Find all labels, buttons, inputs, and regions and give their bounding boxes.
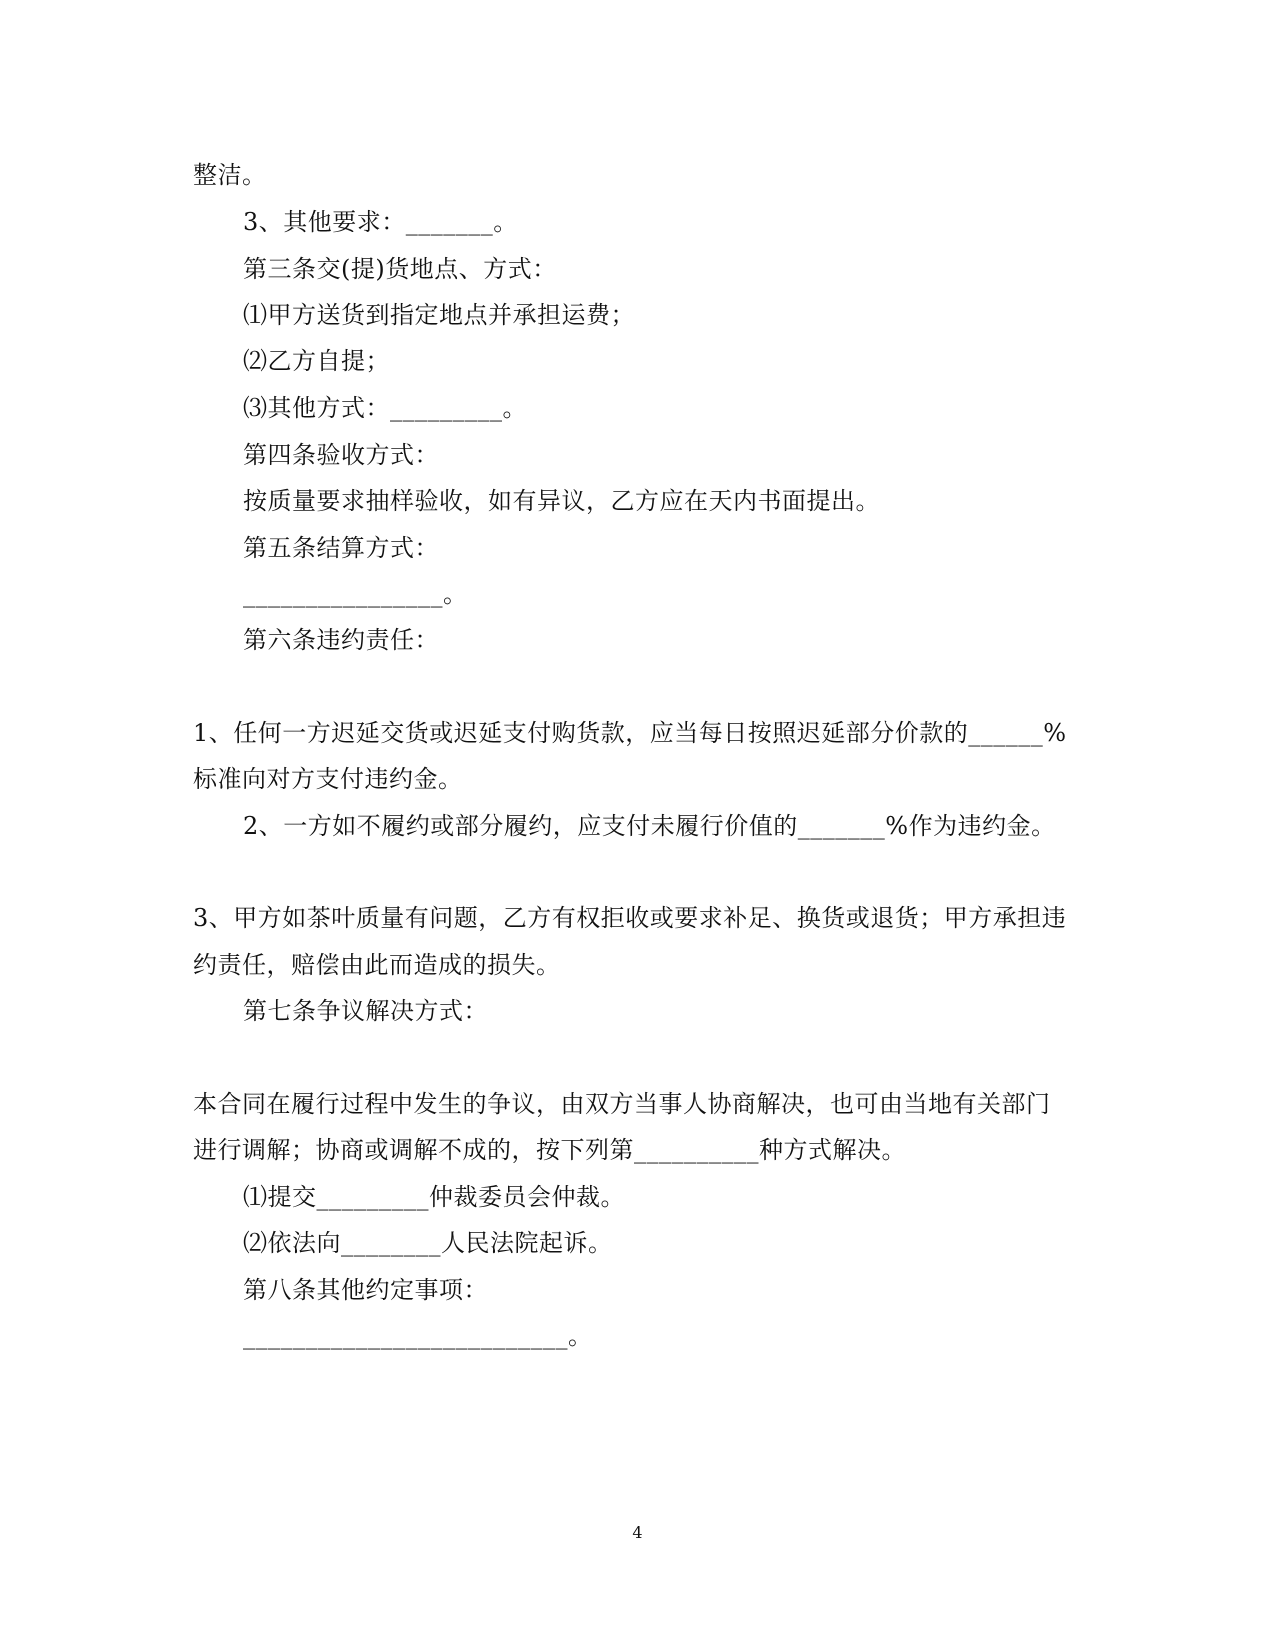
- text-line: 2、一方如不履约或部分履约，应支付未履行价值的_______%作为违约金。: [243, 812, 1056, 840]
- clause-heading: 第四条验收方式：: [243, 441, 439, 469]
- clause-heading: 第三条交(提)货地点、方式：: [243, 255, 557, 283]
- text-line: 1、任何一方迟延交货或迟延支付购货款，应当每日按照迟延部分价款的______%: [193, 719, 1067, 747]
- page-number: 4: [632, 1523, 643, 1542]
- text-line: 本合同在履行过程中发生的争议，由双方当事人协商解决，也可由当地有关部门: [193, 1090, 1051, 1118]
- text-line: 3、其他要求：_______。: [243, 208, 518, 236]
- text-line: ⑴甲方送货到指定地点并承担运费；: [243, 301, 635, 329]
- text-line: ⑵乙方自提；: [243, 347, 390, 375]
- clause-heading: 第八条其他约定事项：: [243, 1276, 488, 1304]
- clause-heading: 第六条违约责任：: [243, 626, 439, 654]
- text-line: 按质量要求抽样验收，如有异议，乙方应在天内书面提出。: [243, 487, 880, 515]
- clause-heading: 第五条结算方式：: [243, 534, 439, 562]
- text-line: 标准向对方支付违约金。: [193, 765, 463, 793]
- text-line: ⑴提交_________仲裁委员会仲裁。: [243, 1183, 625, 1211]
- blank-line: ________________。: [243, 580, 468, 608]
- blank-line: __________________________。: [243, 1322, 593, 1350]
- clause-heading: 第七条争议解决方式：: [243, 997, 488, 1025]
- text-line: 3、甲方如茶叶质量有问题，乙方有权拒收或要求补足、换货或退货；甲方承担违: [193, 904, 1067, 932]
- text-line: 约责任，赔偿由此而造成的损失。: [193, 951, 561, 979]
- text-line: 进行调解；协商或调解不成的，按下列第__________种方式解决。: [193, 1136, 906, 1164]
- text-line: ⑶其他方式：_________。: [243, 394, 527, 422]
- text-line: 整洁。: [193, 161, 267, 189]
- text-line: ⑵依法向________人民法院起诉。: [243, 1229, 613, 1257]
